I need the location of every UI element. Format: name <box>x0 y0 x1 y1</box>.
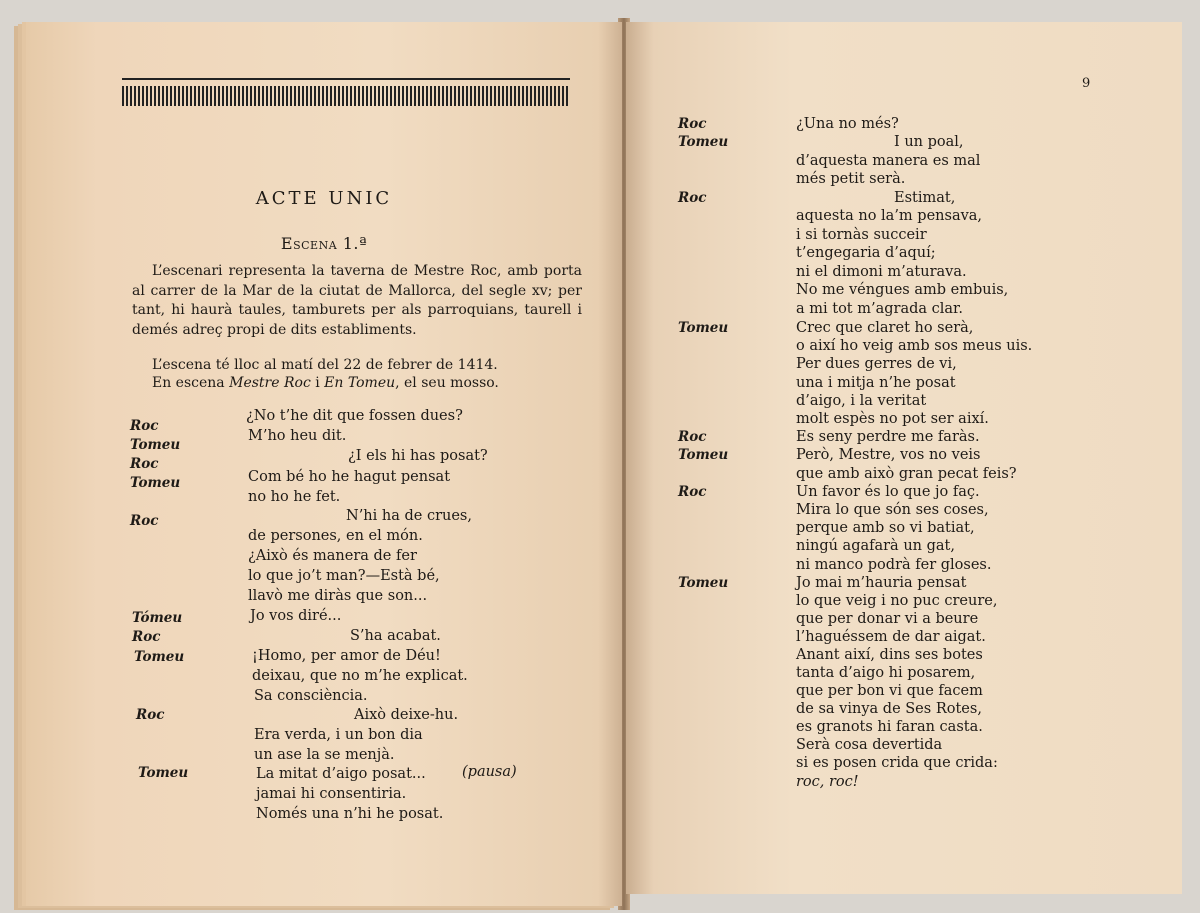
verse-line: que per donar vi a beure <box>796 611 979 627</box>
verse-line: de sa vinya de Ses Rotes, <box>796 701 982 717</box>
verse-line: de persones, en el món. <box>248 528 423 544</box>
verse-line: Jo vos diré... <box>250 608 342 624</box>
verse-line: que per bon vi que facem <box>796 683 983 699</box>
verse-line: ¿No t’he dit que fossen dues? <box>246 408 463 424</box>
verse-line: i si tornàs succeir <box>796 227 927 243</box>
verse-line: Serà cosa devertida <box>796 737 943 753</box>
verse-line: tanta d’aigo hi posarem, <box>796 665 976 681</box>
verse-line: Però, Mestre, vos no veis <box>796 447 981 463</box>
verse-line: ni el dimoni m’aturava. <box>796 264 967 280</box>
verse-line: Anant així, dins ses botes <box>796 647 983 663</box>
header-rule <box>122 78 570 80</box>
verse-line: lo que veig i no puc creure, <box>796 593 998 609</box>
speaker-label: Tomeu <box>134 649 185 665</box>
verse-line: a mi tot m’agrada clar. <box>796 301 963 317</box>
page-number: 9 <box>1082 76 1091 91</box>
speaker-label: Tomeu <box>678 575 729 591</box>
right-page <box>626 22 1182 894</box>
verse-line: es granots hi faran casta. <box>796 719 983 735</box>
verse-line: ¿Una no més? <box>796 116 899 132</box>
speaker-label: Tomeu <box>130 475 181 491</box>
speaker-label: Tomeu <box>678 320 729 336</box>
verse-line: ¿Això és manera de fer <box>248 548 417 564</box>
verse-line: llavò me diràs que son... <box>248 588 428 604</box>
verse-line: N’hi ha de crues, <box>346 508 472 524</box>
header-ornament-bar <box>122 86 570 106</box>
verse-line: molt espès no pot ser així. <box>796 411 989 427</box>
pause-direction: (pausa) <box>462 764 517 780</box>
verse-line: que amb això gran pecat feis? <box>796 466 1017 482</box>
verse-line: Això deixe-hu. <box>354 707 459 723</box>
verse-line: Sa consciència. <box>254 688 368 704</box>
speaker-label: Tomeu <box>678 134 729 150</box>
setting-line-1: L’escena té lloc al matí del 22 de febrer de 1414. <box>152 357 498 373</box>
verse-line: lo que jo’t man?—Està bé, <box>248 568 440 584</box>
verse-line: un ase la se menjà. <box>254 747 395 763</box>
verse-line: t’engegaria d’aquí; <box>796 245 936 261</box>
verse-line: Només una n’hi he posat. <box>256 806 444 822</box>
speaker-label: Tomeu <box>678 447 729 463</box>
verse-line: no ho he fet. <box>248 489 341 505</box>
verse-line: o així ho veig amb sos meus uis. <box>796 338 1033 354</box>
verse-line: Crec que claret ho serà, <box>796 320 974 336</box>
speaker-label: Roc <box>130 456 159 472</box>
verse-line: l’haguéssem de dar aigat. <box>796 629 986 645</box>
verse-line: d’aquesta manera es mal <box>796 153 981 169</box>
verse-line: ningú agafarà un gat, <box>796 538 955 554</box>
verse-line: Era verda, i un bon dia <box>254 727 423 743</box>
verse-line: La mitat d’aigo posat... <box>256 766 426 782</box>
verse-line: Estimat, <box>894 190 956 206</box>
verse-line: S’ha acabat. <box>350 628 441 644</box>
speaker-label: Roc <box>678 116 707 132</box>
speaker-label: Roc <box>678 484 707 500</box>
setting-name-tomeu: En Tomeu <box>324 375 396 391</box>
stage-direction: L’escenari representa la taverna de Mestre Roc, amb porta al carrer de la Mar de la ciutat de Mallorca, del segle xv; per tant, hi haurà taules, tamburets per als parroquians, taurell i demés adreç propi de dits establiments. <box>132 263 582 338</box>
verse-line: No me véngues amb embuis, <box>796 282 1009 298</box>
verse-line: Per dues gerres de vi, <box>796 356 957 372</box>
verse-line: una i mitja n’he posat <box>796 375 956 391</box>
verse-line: ¿I els hi has posat? <box>348 448 488 464</box>
verse-line: roc, roc! <box>796 774 859 790</box>
speaker-label: Roc <box>130 418 159 434</box>
verse-line: Com bé ho he hagut pensat <box>248 469 451 485</box>
setting-line-2 <box>152 374 499 393</box>
speaker-label: Roc <box>136 707 165 723</box>
setting-name-roc: Mestre Roc <box>229 375 311 391</box>
verse-line: d’aigo, i la veritat <box>796 393 927 409</box>
setting-prefix: En escena <box>152 375 230 391</box>
verse-line: deixau, que no m’he explicat. <box>252 668 468 684</box>
verse-line: ¡Homo, per amor de Déu! <box>252 648 441 664</box>
speaker-label: Tómeu <box>132 610 183 626</box>
verse-line: Jo mai m’hauria pensat <box>796 575 967 591</box>
speaker-label: Roc <box>130 513 159 529</box>
verse-line: I un poal, <box>894 134 964 150</box>
scene-title: Escena 1.ª <box>280 234 368 253</box>
speaker-label: Tomeu <box>130 437 181 453</box>
speaker-label: Roc <box>132 629 161 645</box>
verse-line: si es posen crida que crida: <box>796 755 998 771</box>
verse-line: Un favor és lo que jo faç. <box>796 484 980 500</box>
verse-line: perque amb so vi batiat, <box>796 520 975 536</box>
speaker-label: Roc <box>678 190 707 206</box>
setting-mid: i <box>310 375 325 391</box>
left-page <box>26 22 622 906</box>
speaker-label: Tomeu <box>138 765 189 781</box>
verse-line: jamai hi consentiria. <box>256 786 407 802</box>
act-title: ACTE UNIC <box>255 188 393 209</box>
verse-line: més petit serà. <box>796 171 906 187</box>
verse-line: Mira lo que són ses coses, <box>796 502 989 518</box>
verse-line: Es seny perdre me faràs. <box>796 429 980 445</box>
speaker-label: Roc <box>678 429 707 445</box>
setting-suffix: , el seu mosso. <box>395 375 499 391</box>
verse-line: M’ho heu dit. <box>248 428 347 444</box>
verse-line: aquesta no la’m pensava, <box>796 208 983 224</box>
verse-line: ni manco podrà fer gloses. <box>796 557 992 573</box>
